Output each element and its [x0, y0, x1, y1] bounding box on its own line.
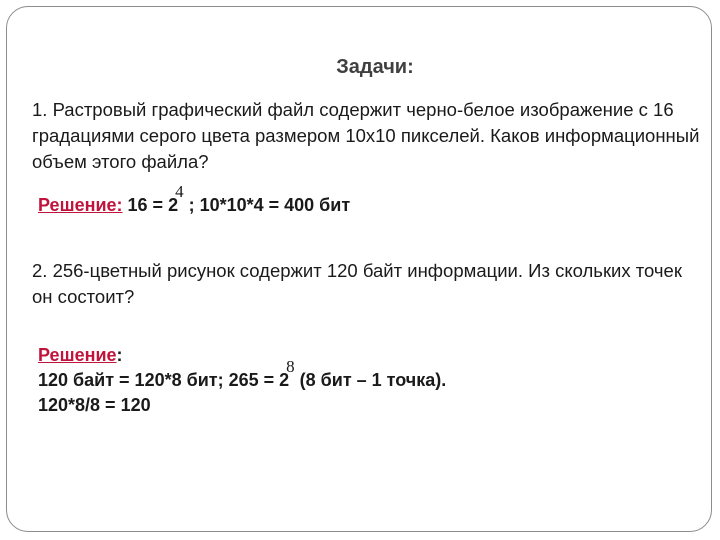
solution-colon: :	[116, 345, 123, 365]
task-2-text: 2. 256-цветный рисунок содержит 120 байт информации. Из скольких точек он состоит?	[32, 260, 682, 307]
solution-line-2: 120*8/8 = 120	[38, 395, 151, 415]
solution-label: Решение	[38, 345, 117, 365]
solution-label: Решение:	[38, 195, 123, 215]
solution-part-b: ; 10*10*4 = 400 бит	[183, 195, 351, 215]
solution-part-a: 16 = 2	[122, 195, 179, 215]
solution-line-1-b: (8 бит – 1 точка).	[294, 370, 447, 390]
slide-title: Задачи:	[336, 56, 414, 78]
task-2-solution	[38, 343, 446, 418]
solution-line-1	[38, 357, 447, 393]
task-1-text: 1. Растровый графический файл содержит черно-белое изображение с 16 градациями серого цвета размером 10х10 пикселей. Каков информационный объем этого файла?	[32, 99, 700, 172]
solution-exponent: 4	[175, 182, 184, 201]
solution-line-1-a: 120 байт = 120*8 бит; 265 = 2	[38, 370, 290, 390]
task-1-solution	[38, 182, 351, 218]
solution-header-line	[38, 343, 446, 368]
solution-exponent: 8	[286, 357, 295, 376]
